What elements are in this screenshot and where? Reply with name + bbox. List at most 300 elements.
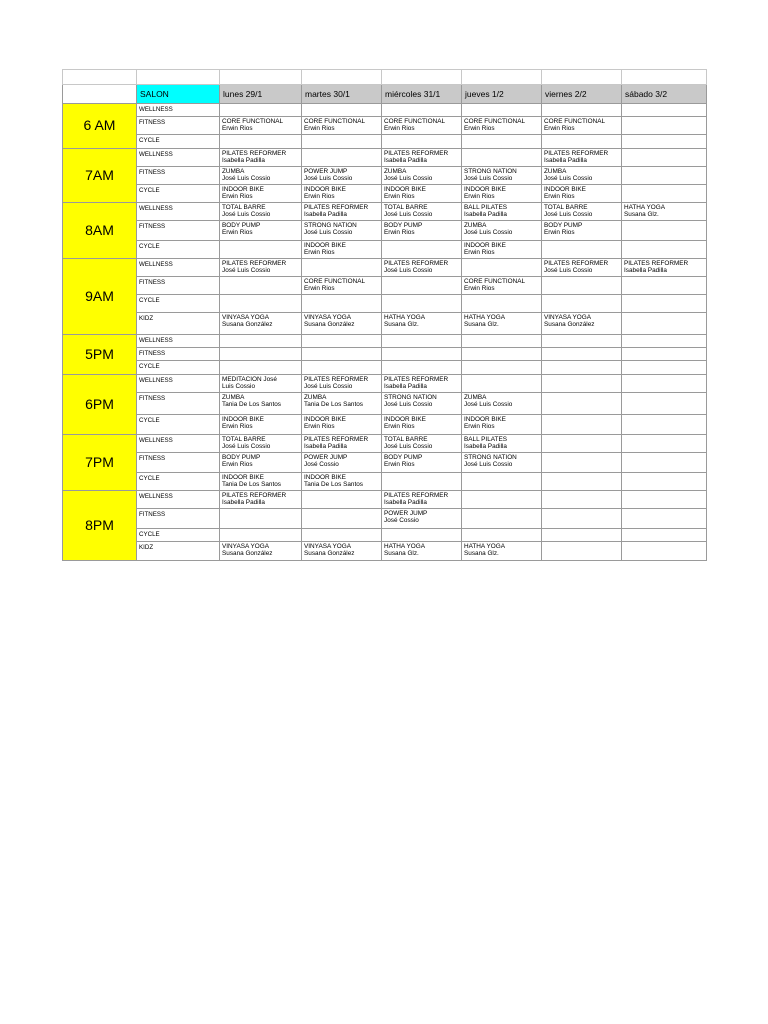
- schedule-row: [63, 491, 707, 509]
- class-cell: [220, 542, 302, 561]
- class-cell: [302, 415, 382, 435]
- room-label: CYCLE: [137, 415, 220, 435]
- instructor-name: José Luis Cossio: [384, 267, 433, 275]
- empty-cell: [302, 529, 382, 542]
- class-name: CORE FUNCTIONAL: [384, 118, 446, 125]
- instructor-name: Erwin Rios: [544, 193, 575, 201]
- room-label: CYCLE: [137, 361, 220, 375]
- class-name: PILATES REFORMER: [384, 150, 449, 157]
- room-label: CYCLE: [137, 241, 220, 259]
- instructor-name: Isabella Padilla: [222, 499, 265, 507]
- instructor-name: Erwin Rios: [464, 285, 495, 293]
- instructor-name: Erwin Rios: [304, 125, 335, 133]
- instructor-name: Isabella Padilla: [384, 499, 427, 507]
- class-name: INDOOR BIKE: [464, 416, 506, 423]
- schedule-row: [63, 435, 707, 453]
- class-cell: [542, 259, 622, 277]
- instructor-name: Erwin Rios: [464, 249, 495, 257]
- schedule-row: [63, 375, 707, 393]
- class-name: INDOOR BIKE: [464, 186, 506, 193]
- class-name: TOTAL BARRE: [384, 204, 428, 211]
- schedule-row: [63, 313, 707, 335]
- class-cell: [302, 453, 382, 473]
- room-label: CYCLE: [137, 135, 220, 149]
- empty-cell: [542, 415, 622, 435]
- empty-cell: [302, 361, 382, 375]
- empty-cell: [302, 509, 382, 529]
- class-name: INDOOR BIKE: [304, 416, 346, 423]
- empty-cell: [382, 473, 462, 491]
- class-cell: [542, 203, 622, 221]
- class-cell: [462, 415, 542, 435]
- instructor-name: José Luis Cossio: [544, 211, 593, 219]
- class-name: CORE FUNCTIONAL: [304, 278, 366, 285]
- class-cell: [542, 313, 622, 335]
- instructor-name: José Luis Cossio: [222, 211, 271, 219]
- class-name: INDOOR BIKE: [384, 186, 426, 193]
- instructor-name: Erwin Rios: [544, 229, 575, 237]
- class-cell: [382, 313, 462, 335]
- instructor-name: Erwin Rios: [304, 285, 335, 293]
- class-name: INDOOR BIKE: [304, 474, 346, 481]
- room-label: CYCLE: [137, 529, 220, 542]
- class-name: STRONG NATION: [464, 168, 517, 175]
- empty-cell: [302, 149, 382, 167]
- class-name: HATHA YOGA: [384, 314, 425, 321]
- class-cell: [382, 149, 462, 167]
- time-slot: 7AM: [63, 149, 137, 203]
- schedule-table: [62, 69, 707, 561]
- instructor-name: Susana González: [304, 550, 355, 558]
- schedule-row: [63, 348, 707, 361]
- empty-cell: [622, 361, 707, 375]
- empty-cell: [220, 529, 302, 542]
- class-cell: [382, 491, 462, 509]
- class-cell: [462, 277, 542, 295]
- class-name: CORE FUNCTIONAL: [464, 118, 526, 125]
- class-name: HATHA YOGA: [464, 543, 505, 550]
- class-cell: [462, 221, 542, 241]
- schedule-row: [63, 167, 707, 185]
- instructor-name: José Luis Cossio: [384, 175, 433, 183]
- class-name: BODY PUMP: [384, 222, 423, 229]
- room-label: FITNESS: [137, 221, 220, 241]
- room-label: FITNESS: [137, 348, 220, 361]
- class-name: BODY PUMP: [544, 222, 583, 229]
- class-cell: [220, 117, 302, 135]
- instructor-name: Isabella Padilla: [304, 211, 347, 219]
- instructor-name: José Luis Cossio: [222, 175, 271, 183]
- empty-cell: [622, 529, 707, 542]
- empty-cell: [302, 491, 382, 509]
- instructor-name: Erwin Rios: [384, 193, 415, 201]
- empty-cell: [137, 70, 220, 85]
- class-cell: [220, 453, 302, 473]
- empty-cell: [622, 104, 707, 117]
- instructor-name: José Luis Cossio: [222, 267, 271, 275]
- empty-cell: [622, 135, 707, 149]
- time-slot: 7PM: [63, 435, 137, 491]
- class-name: BODY PUMP: [222, 454, 261, 461]
- class-cell: [382, 221, 462, 241]
- class-cell: [462, 542, 542, 561]
- empty-cell: [382, 335, 462, 348]
- empty-cell: [462, 135, 542, 149]
- empty-cell: [622, 241, 707, 259]
- empty-cell: [462, 375, 542, 393]
- room-label: FITNESS: [137, 509, 220, 529]
- instructor-name: Isabella Padilla: [304, 443, 347, 451]
- class-cell: [220, 149, 302, 167]
- empty-cell: [382, 295, 462, 313]
- class-name: POWER JUMP: [304, 168, 348, 175]
- class-cell: [382, 542, 462, 561]
- room-label: KIDZ: [137, 313, 220, 335]
- empty-cell: [220, 295, 302, 313]
- class-cell: [302, 167, 382, 185]
- class-name: ZUMBA: [384, 168, 407, 175]
- schedule-row: [63, 295, 707, 313]
- class-cell: [220, 167, 302, 185]
- class-cell: [220, 375, 302, 393]
- empty-cell: [622, 348, 707, 361]
- schedule-row: [63, 104, 707, 117]
- instructor-name: José Cossio: [304, 461, 339, 469]
- class-cell: [220, 491, 302, 509]
- class-name: VINYASA YOGA: [222, 314, 270, 321]
- instructor-name: Erwin Rios: [222, 423, 253, 431]
- class-cell: [302, 542, 382, 561]
- class-cell: [382, 167, 462, 185]
- empty-cell: [63, 70, 137, 85]
- instructor-name: José Luis Cossio: [464, 401, 513, 409]
- empty-cell: [462, 361, 542, 375]
- class-name: INDOOR BIKE: [222, 474, 264, 481]
- room-label: KIDZ: [137, 542, 220, 561]
- empty-cell: [220, 241, 302, 259]
- instructor-name: Tania De Los Santos: [222, 481, 281, 489]
- schedule-row: [63, 361, 707, 375]
- class-cell: [302, 117, 382, 135]
- empty-cell: [302, 348, 382, 361]
- empty-cell: [542, 453, 622, 473]
- room-label: CYCLE: [137, 295, 220, 313]
- class-cell: [302, 375, 382, 393]
- instructor-name: Erwin Rios: [222, 125, 253, 133]
- header-day: lunes 29/1: [220, 85, 302, 104]
- schedule-row: [63, 542, 707, 561]
- class-name: PILATES REFORMER: [384, 492, 449, 499]
- room-label: WELLNESS: [137, 259, 220, 277]
- schedule-row: [63, 529, 707, 542]
- class-cell: [462, 393, 542, 415]
- empty-cell: [622, 435, 707, 453]
- empty-cell: [302, 104, 382, 117]
- class-name: VINYASA YOGA: [544, 314, 592, 321]
- class-name: BALL PILATES: [464, 436, 507, 443]
- empty-cell: [462, 259, 542, 277]
- instructor-name: José Luis Cossio: [544, 267, 593, 275]
- class-name: PILATES REFORMER: [384, 260, 449, 267]
- instructor-name: José Luis Cossio: [384, 401, 433, 409]
- class-name: STRONG NATION: [384, 394, 437, 401]
- class-cell: [302, 221, 382, 241]
- empty-cell: [622, 415, 707, 435]
- schedule-row: [63, 221, 707, 241]
- class-cell: [622, 259, 707, 277]
- class-name: PILATES REFORMER: [624, 260, 689, 267]
- header-corner: [63, 85, 137, 104]
- empty-cell: [542, 393, 622, 415]
- class-cell: [462, 203, 542, 221]
- time-slot: 9AM: [63, 259, 137, 335]
- class-name: POWER JUMP: [304, 454, 348, 461]
- empty-cell: [542, 277, 622, 295]
- empty-cell: [622, 335, 707, 348]
- schedule-row: [63, 335, 707, 348]
- class-name: BODY PUMP: [384, 454, 423, 461]
- empty-cell: [622, 295, 707, 313]
- instructor-name: Erwin Rios: [304, 423, 335, 431]
- time-slot: 8AM: [63, 203, 137, 259]
- class-name: PILATES REFORMER: [304, 436, 369, 443]
- empty-cell: [382, 135, 462, 149]
- class-cell: [220, 203, 302, 221]
- class-cell: [220, 415, 302, 435]
- class-cell: [220, 393, 302, 415]
- class-name: HATHA YOGA: [384, 543, 425, 550]
- instructor-name: Erwin Rios: [384, 125, 415, 133]
- instructor-name: Erwin Rios: [304, 249, 335, 257]
- class-cell: [220, 473, 302, 491]
- instructor-name: Susana Glz.: [384, 321, 419, 329]
- class-name: PILATES REFORMER: [222, 260, 287, 267]
- instructor-name: Isabella Padilla: [464, 211, 507, 219]
- instructor-name: Susana González: [544, 321, 595, 329]
- class-name: VINYASA YOGA: [304, 543, 352, 550]
- empty-cell: [542, 473, 622, 491]
- schedule-row: [63, 473, 707, 491]
- empty-cell: [220, 277, 302, 295]
- empty-cell: [542, 295, 622, 313]
- instructor-name: José Luis Cossio: [304, 229, 353, 237]
- time-slot: 6 AM: [63, 104, 137, 149]
- class-name: STRONG NATION: [464, 454, 517, 461]
- class-name: CORE FUNCTIONAL: [544, 118, 606, 125]
- room-label: FITNESS: [137, 167, 220, 185]
- instructor-name: Erwin Rios: [304, 193, 335, 201]
- schedule-row: [63, 509, 707, 529]
- class-cell: [462, 241, 542, 259]
- empty-cell: [302, 259, 382, 277]
- empty-cell: [542, 491, 622, 509]
- instructor-name: Erwin Rios: [464, 193, 495, 201]
- class-name: CORE FUNCTIONAL: [222, 118, 284, 125]
- empty-cell: [462, 295, 542, 313]
- class-cell: [542, 117, 622, 135]
- class-name: HATHA YOGA: [624, 204, 665, 211]
- class-name: INDOOR BIKE: [222, 186, 264, 193]
- empty-cell: [622, 185, 707, 203]
- class-cell: [382, 509, 462, 529]
- empty-cell: [220, 70, 302, 85]
- class-cell: [220, 259, 302, 277]
- time-slot: 6PM: [63, 375, 137, 435]
- empty-cell: [622, 117, 707, 135]
- empty-cell: [622, 375, 707, 393]
- instructor-name: José Luis Cossio: [304, 175, 353, 183]
- empty-cell: [382, 361, 462, 375]
- class-cell: [462, 453, 542, 473]
- empty-cell: [622, 313, 707, 335]
- header-day: miércoles 31/1: [382, 85, 462, 104]
- class-name: TOTAL BARRE: [384, 436, 428, 443]
- class-name: ZUMBA: [304, 394, 327, 401]
- class-name: CORE FUNCTIONAL: [304, 118, 366, 125]
- schedule-row: [63, 241, 707, 259]
- empty-cell: [622, 70, 707, 85]
- empty-cell: [542, 542, 622, 561]
- empty-cell: [302, 70, 382, 85]
- empty-cell: [462, 491, 542, 509]
- instructor-name: José Cossio: [384, 517, 419, 525]
- empty-cell: [220, 509, 302, 529]
- empty-cell: [220, 335, 302, 348]
- instructor-name: Erwin Rios: [464, 423, 495, 431]
- instructor-name: Isabella Padilla: [464, 443, 507, 451]
- empty-cell: [622, 453, 707, 473]
- class-name: MEDITACION José: [222, 376, 277, 383]
- class-name: TOTAL BARRE: [222, 436, 266, 443]
- instructor-name: José Luis Cossio: [464, 175, 513, 183]
- class-cell: [462, 313, 542, 335]
- room-label: WELLNESS: [137, 203, 220, 221]
- room-label: WELLNESS: [137, 335, 220, 348]
- empty-cell: [462, 509, 542, 529]
- class-name: INDOOR BIKE: [304, 186, 346, 193]
- class-cell: [382, 259, 462, 277]
- schedule-row: [63, 259, 707, 277]
- instructor-name: José Luis Cossio: [544, 175, 593, 183]
- schedule-row: [63, 203, 707, 221]
- instructor-name: Isabella Padilla: [544, 157, 587, 165]
- class-cell: [220, 221, 302, 241]
- room-label: FITNESS: [137, 277, 220, 295]
- instructor-name: Tania De Los Santos: [304, 481, 363, 489]
- instructor-name: Susana González: [304, 321, 355, 329]
- schedule-row: [63, 149, 707, 167]
- class-name: PILATES REFORMER: [304, 376, 369, 383]
- class-cell: [302, 277, 382, 295]
- class-name: VINYASA YOGA: [304, 314, 352, 321]
- empty-cell: [542, 348, 622, 361]
- instructor-name: Erwin Rios: [544, 125, 575, 133]
- empty-cell: [542, 335, 622, 348]
- instructor-name: José Luis Cossio: [464, 461, 513, 469]
- class-name: INDOOR BIKE: [384, 416, 426, 423]
- time-slot: 5PM: [63, 335, 137, 375]
- empty-cell: [382, 348, 462, 361]
- empty-cell: [622, 509, 707, 529]
- class-cell: [382, 453, 462, 473]
- class-cell: [302, 435, 382, 453]
- class-cell: [302, 203, 382, 221]
- empty-cell: [382, 104, 462, 117]
- class-name: HATHA YOGA: [464, 314, 505, 321]
- class-cell: [622, 203, 707, 221]
- class-cell: [302, 185, 382, 203]
- schedule-row: [63, 277, 707, 295]
- class-name: ZUMBA: [544, 168, 567, 175]
- class-name: TOTAL BARRE: [544, 204, 588, 211]
- empty-cell: [382, 277, 462, 295]
- class-name: TOTAL BARRE: [222, 204, 266, 211]
- empty-cell: [220, 104, 302, 117]
- empty-cell: [542, 361, 622, 375]
- empty-cell: [382, 529, 462, 542]
- class-cell: [542, 149, 622, 167]
- instructor-name: Isabella Padilla: [624, 267, 667, 275]
- empty-cell: [462, 529, 542, 542]
- room-label: FITNESS: [137, 117, 220, 135]
- header-day: sábado 3/2: [622, 85, 707, 104]
- empty-cell: [382, 70, 462, 85]
- room-label: WELLNESS: [137, 104, 220, 117]
- empty-cell: [542, 509, 622, 529]
- instructor-name: Erwin Rios: [222, 193, 253, 201]
- class-cell: [382, 415, 462, 435]
- room-label: WELLNESS: [137, 375, 220, 393]
- schedule-row: [63, 453, 707, 473]
- room-label: WELLNESS: [137, 149, 220, 167]
- instructor-name: Isabella Padilla: [384, 157, 427, 165]
- class-cell: [542, 221, 622, 241]
- header-salon: SALON: [137, 85, 220, 104]
- class-name: CORE FUNCTIONAL: [464, 278, 526, 285]
- schedule-row: [63, 393, 707, 415]
- class-name: ZUMBA: [222, 394, 245, 401]
- class-name: BALL PILATES: [464, 204, 507, 211]
- class-name: PILATES REFORMER: [544, 260, 609, 267]
- instructor-name: Tania De Los Santos: [222, 401, 281, 409]
- instructor-name: Erwin Rios: [464, 125, 495, 133]
- instructor-name: José Luis Cossio: [384, 211, 433, 219]
- instructor-name: Susana González: [222, 321, 273, 329]
- empty-cell: [622, 221, 707, 241]
- empty-cell: [220, 361, 302, 375]
- empty-cell: [462, 149, 542, 167]
- class-cell: [302, 393, 382, 415]
- class-cell: [220, 313, 302, 335]
- class-name: STRONG NATION: [304, 222, 357, 229]
- class-cell: [382, 393, 462, 415]
- instructor-name: Erwin Rios: [384, 423, 415, 431]
- empty-cell: [302, 135, 382, 149]
- blank-row: [63, 70, 707, 85]
- class-name: INDOOR BIKE: [544, 186, 586, 193]
- instructor-name: Isabella Padilla: [222, 157, 265, 165]
- instructor-name: Isabella Padilla: [384, 383, 427, 391]
- empty-cell: [462, 104, 542, 117]
- empty-cell: [542, 241, 622, 259]
- room-label: CYCLE: [137, 185, 220, 203]
- empty-cell: [462, 335, 542, 348]
- class-name: PILATES REFORMER: [384, 376, 449, 383]
- class-name: POWER JUMP: [384, 510, 428, 517]
- instructor-name: Susana Glz.: [464, 550, 499, 558]
- room-label: WELLNESS: [137, 491, 220, 509]
- class-name: VINYASA YOGA: [222, 543, 270, 550]
